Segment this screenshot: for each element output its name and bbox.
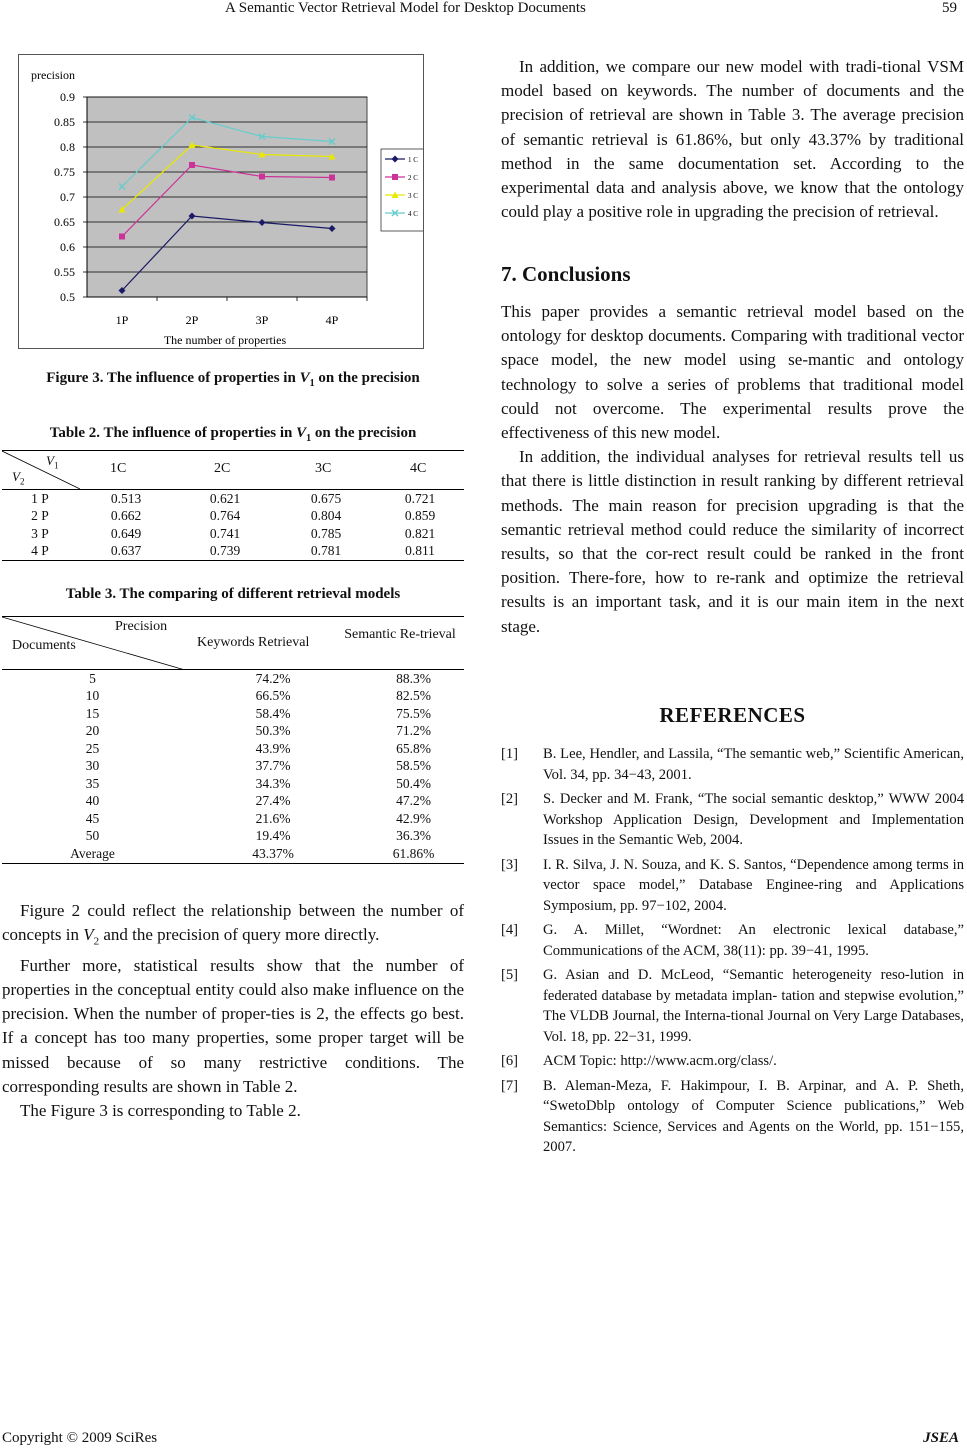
reference-item [501,1051,964,1072]
data-point [119,234,125,240]
table-cell: 66.5% [255,688,291,704]
reference-text: ACM Topic: http://www.acm.org/class/. [543,1053,777,1069]
table-cell: Average [70,845,115,861]
reference-number: [6] [501,1053,519,1069]
y-tick-label: 0.55 [54,265,75,279]
table-row [2,490,464,508]
table-row [2,845,464,863]
legend-label: 3 C [408,192,418,200]
table-2-header [2,450,464,490]
table-cell: 5 [89,670,96,686]
table-row [2,508,464,526]
table-row [2,793,464,811]
table-row [2,543,464,561]
x-tick-label: 4P [325,313,339,327]
caption-text-end: on the precision [311,425,417,441]
reference-item [501,965,964,1047]
column-header-2: 2C [214,461,231,476]
table-row [2,723,464,741]
table-cell: 45 [85,810,100,826]
caption-var: V [296,425,307,441]
y-tick-label: 0.8 [60,140,75,154]
table-cell: 88.3% [396,670,431,686]
table-cell: 27.4% [255,793,291,809]
reference-number: [2] [501,791,519,807]
row-label: 3 P [31,525,49,541]
table-cell: 0.675 [310,490,342,506]
paragraph: In addition, the individual analyses for retrieval results tell us that there is little distinction in result ranking by different retrieval methods. The main reason for precision upgrading is that the semantic retrieval method could reduce the similarity of incorrect results, so that the cor-rect result could be ranked in the front position. There-fore, how to re-rank and optimize the retrieval results is an important task, and it is our main item in the next stage. [501,447,964,636]
caption-text: Figure 3. The influence of properties in [46,370,300,386]
y-tick-label: 0.65 [54,215,75,229]
caption-sub: 1 [309,378,315,389]
table-2 [2,450,464,561]
paragraph: Figure 2 could reflect the relationship between the number of concepts in $V_2$ and the precision of query more directly. [2,901,464,948]
caption-text-end: on the precision [314,370,420,386]
y-tick-label: 0.85 [54,115,75,129]
table-cell: 19.4% [255,828,291,844]
reference-text: B. Aleman-Meza, F. Hakimpour, I. B. Arpinar, and A. P. Sheth, “SwetoDblp ontology of Computer Science publications,” Web Semantics: Science, Services and Agents on the World, pp. 151−155, 2007. [543,1077,964,1155]
x-tick-label: 3P [255,313,269,327]
reference-item [501,744,964,785]
column-header-1: 1C [110,461,127,476]
table-cell: 37.7% [255,758,291,774]
row-label: 1 P [31,490,49,506]
table-cell: 75.5% [396,705,431,721]
paragraph: The Figure 3 is corresponding to Table 2. [20,1101,301,1121]
table-cell: 25 [85,740,100,756]
y-tick-label: 0.6 [60,240,75,254]
table-cell: 0.513 [110,490,142,506]
reference-item [501,855,964,917]
y-axis-title: precision [31,68,75,82]
y-tick-label: 0.75 [54,165,75,179]
table-cell: 71.2% [396,723,431,739]
x-axis-title: The number of properties [163,333,287,347]
table-cell: 0.811 [405,543,435,559]
table-cell: 50 [85,828,100,844]
data-point [259,174,265,180]
paragraph: In addition, we compare our new model with tradi-tional VSM model based on keywords. The number of documents and the precision of retrieval are shown in Table 3. The average precision of semantic retrieval is 61.86%, but only 43.37% by traditional method in the same documentation set. According to the experimental data and analysis above, we know that the ontology could play a positive role in upgrading the precision of retrieval. [501,57,964,222]
running-title: A Semantic Vector Retrieval Model for Desktop Documents [225,0,586,16]
table-row [2,670,464,688]
paragraph: Further more, statistical results show that the number of properties in the conceptual entity could also make influence on the precision. When the number of proper-ties is 2, the effects go best. If a concept has too many properties, some proper target will be missed because of so many restrictive conditions. The corresponding results are shown in Table 2. [2,955,464,1096]
table-3-caption: Table 3. The comparing of different retrieval models [65,586,401,602]
table-cell: 0.649 [110,525,142,541]
reference-number: [3] [501,856,519,873]
row-label: 4 P [31,543,49,559]
column-header-4: 4C [410,461,427,476]
running-header [0,0,967,22]
corner-top-label: $V_1$ [46,453,59,471]
table-cell: 43.37% [252,845,294,861]
conclusions-text [501,300,964,639]
copyright: Copyright © 2009 SciRes [2,1430,158,1446]
table-row [2,758,464,776]
corner-bottom-label: Documents [12,638,76,653]
y-tick-label: 0.9 [60,90,75,104]
reference-text: S. Decker and M. Frank, “The social semantic desktop,” WWW 2004 Workshop Application Design, Development and Implementation Issues in the Semantic Web, 2004. [543,791,964,848]
table-cell: 82.5% [396,688,431,704]
table-cell: 0.859 [404,508,436,524]
table-cell: 34.3% [255,775,291,791]
reference-number: [1] [501,746,519,762]
reference-item [501,1076,964,1158]
reference-text: G. Asian and D. McLeod, “Semantic heterogeneity reso-lution in federated database by metadata implan- tation and stepwise evolution,” The VLDB Journal, the Interna-tional Journal on Very Large Databases, Vol. 18, pp. 22−31, 1999. [543,967,964,1045]
journal-name: JSEA [923,1430,959,1446]
table-row [2,775,464,793]
table-row [2,740,464,758]
reference-text: G. A. Millet, “Wordnet: An electronic lexical database,” Communications of the ACM, 38(11): pp. 39−41, 1995. [543,922,964,959]
column-header-keywords: Keywords Retrieval [197,635,310,650]
data-point [189,162,195,168]
legend-marker [392,174,398,180]
caption-var: V [299,370,310,386]
table-cell: 20 [85,723,100,739]
reference-list [501,744,964,1162]
paragraph: This paper provides a semantic retrieval model based on the ontology for desktop documents. Comparing with traditional vector space model, the new model using se-mantic and ontology technology to solve a series of problems that traditional model could not overcome. The experimental results prove the effectiveness of this new model. [501,302,964,443]
table-row [2,810,464,828]
table-cell: 40 [85,793,100,809]
reference-item [501,789,964,851]
column-header-3: 3C [315,461,332,476]
table-cell: 10 [85,688,100,704]
corner-bottom-label: $V_2$ [12,469,25,487]
legend-label: 1 C [408,156,418,164]
table-cell: 43.9% [255,740,291,756]
table-row [2,705,464,723]
section-heading: 7. Conclusions [501,262,631,286]
table-cell: 61.86% [392,845,435,861]
table-row [2,688,464,706]
table-cell: 0.721 [404,490,436,506]
corner-top-label: Precision [115,619,168,634]
reference-number: [5] [501,967,519,983]
right-body-text [501,55,964,224]
table-cell: 65.8% [396,740,431,756]
y-tick-label: 0.5 [60,290,75,304]
table-cell: 36.3% [396,828,431,844]
data-point [329,175,335,181]
table-3 [2,616,464,864]
table-cell: 0.781 [310,543,342,559]
table-cell: 0.785 [310,525,342,541]
legend-label: 2 C [408,174,418,182]
reference-number: [4] [501,922,519,938]
table-cell: 21.6% [255,810,291,826]
references-heading: REFERENCES [659,703,806,727]
table-cell: 50.4% [396,775,431,791]
table-cell: 58.4% [255,705,291,721]
x-tick-label: 1P [115,313,129,327]
table-cell: 35 [85,775,100,791]
table-row [2,828,464,846]
table-cell: 30 [85,758,100,774]
x-tick-label: 2P [185,313,199,327]
table-cell: 0.804 [310,508,342,524]
table-cell: 47.2% [396,793,431,809]
reference-number: [7] [501,1077,519,1094]
table-cell: 50.3% [255,723,291,739]
figure-3-caption [2,370,464,389]
y-tick-label: 0.7 [60,190,75,204]
table-cell: 74.2% [255,670,291,686]
table-cell: 0.821 [404,525,436,541]
reference-item [501,920,964,961]
table-cell: 58.5% [396,758,431,774]
reference-text: I. R. Silva, J. N. Souza, and K. S. Santos, “Dependence among terms in vector space model,” Database Enginee-ring and Applications Symposium, pp. 97−102, 2004. [543,856,964,914]
reference-text: B. Lee, Hendler, and Lassila, “The semantic web,” Scientific American, Vol. 34, pp. 34−43, 2001. [543,746,964,783]
table-2-body [2,490,464,561]
table-cell: 15 [85,705,100,721]
table-cell: 0.739 [209,543,241,559]
table-cell: 0.621 [209,490,241,506]
page-number: 59 [942,0,957,16]
row-label: 2 P [31,508,49,524]
figure-3-chart [18,54,424,349]
legend-label: 4 C [408,210,418,218]
table-cell: 42.9% [396,810,431,826]
table-2-caption [2,425,464,444]
table-cell: 0.662 [110,508,142,524]
caption-sub: 1 [306,433,312,444]
left-body-text [2,899,464,1123]
table-3-body [2,670,464,864]
table-3-header [2,616,464,670]
caption-text: Table 2. The influence of properties in [49,425,297,441]
table-cell: 0.764 [209,508,241,524]
table-row [2,525,464,543]
line-chart-svg [19,55,423,348]
column-header-semantic: Semantic Re-trieval [344,627,456,642]
table-cell: 0.637 [110,543,142,559]
table-cell: 0.741 [209,525,241,541]
